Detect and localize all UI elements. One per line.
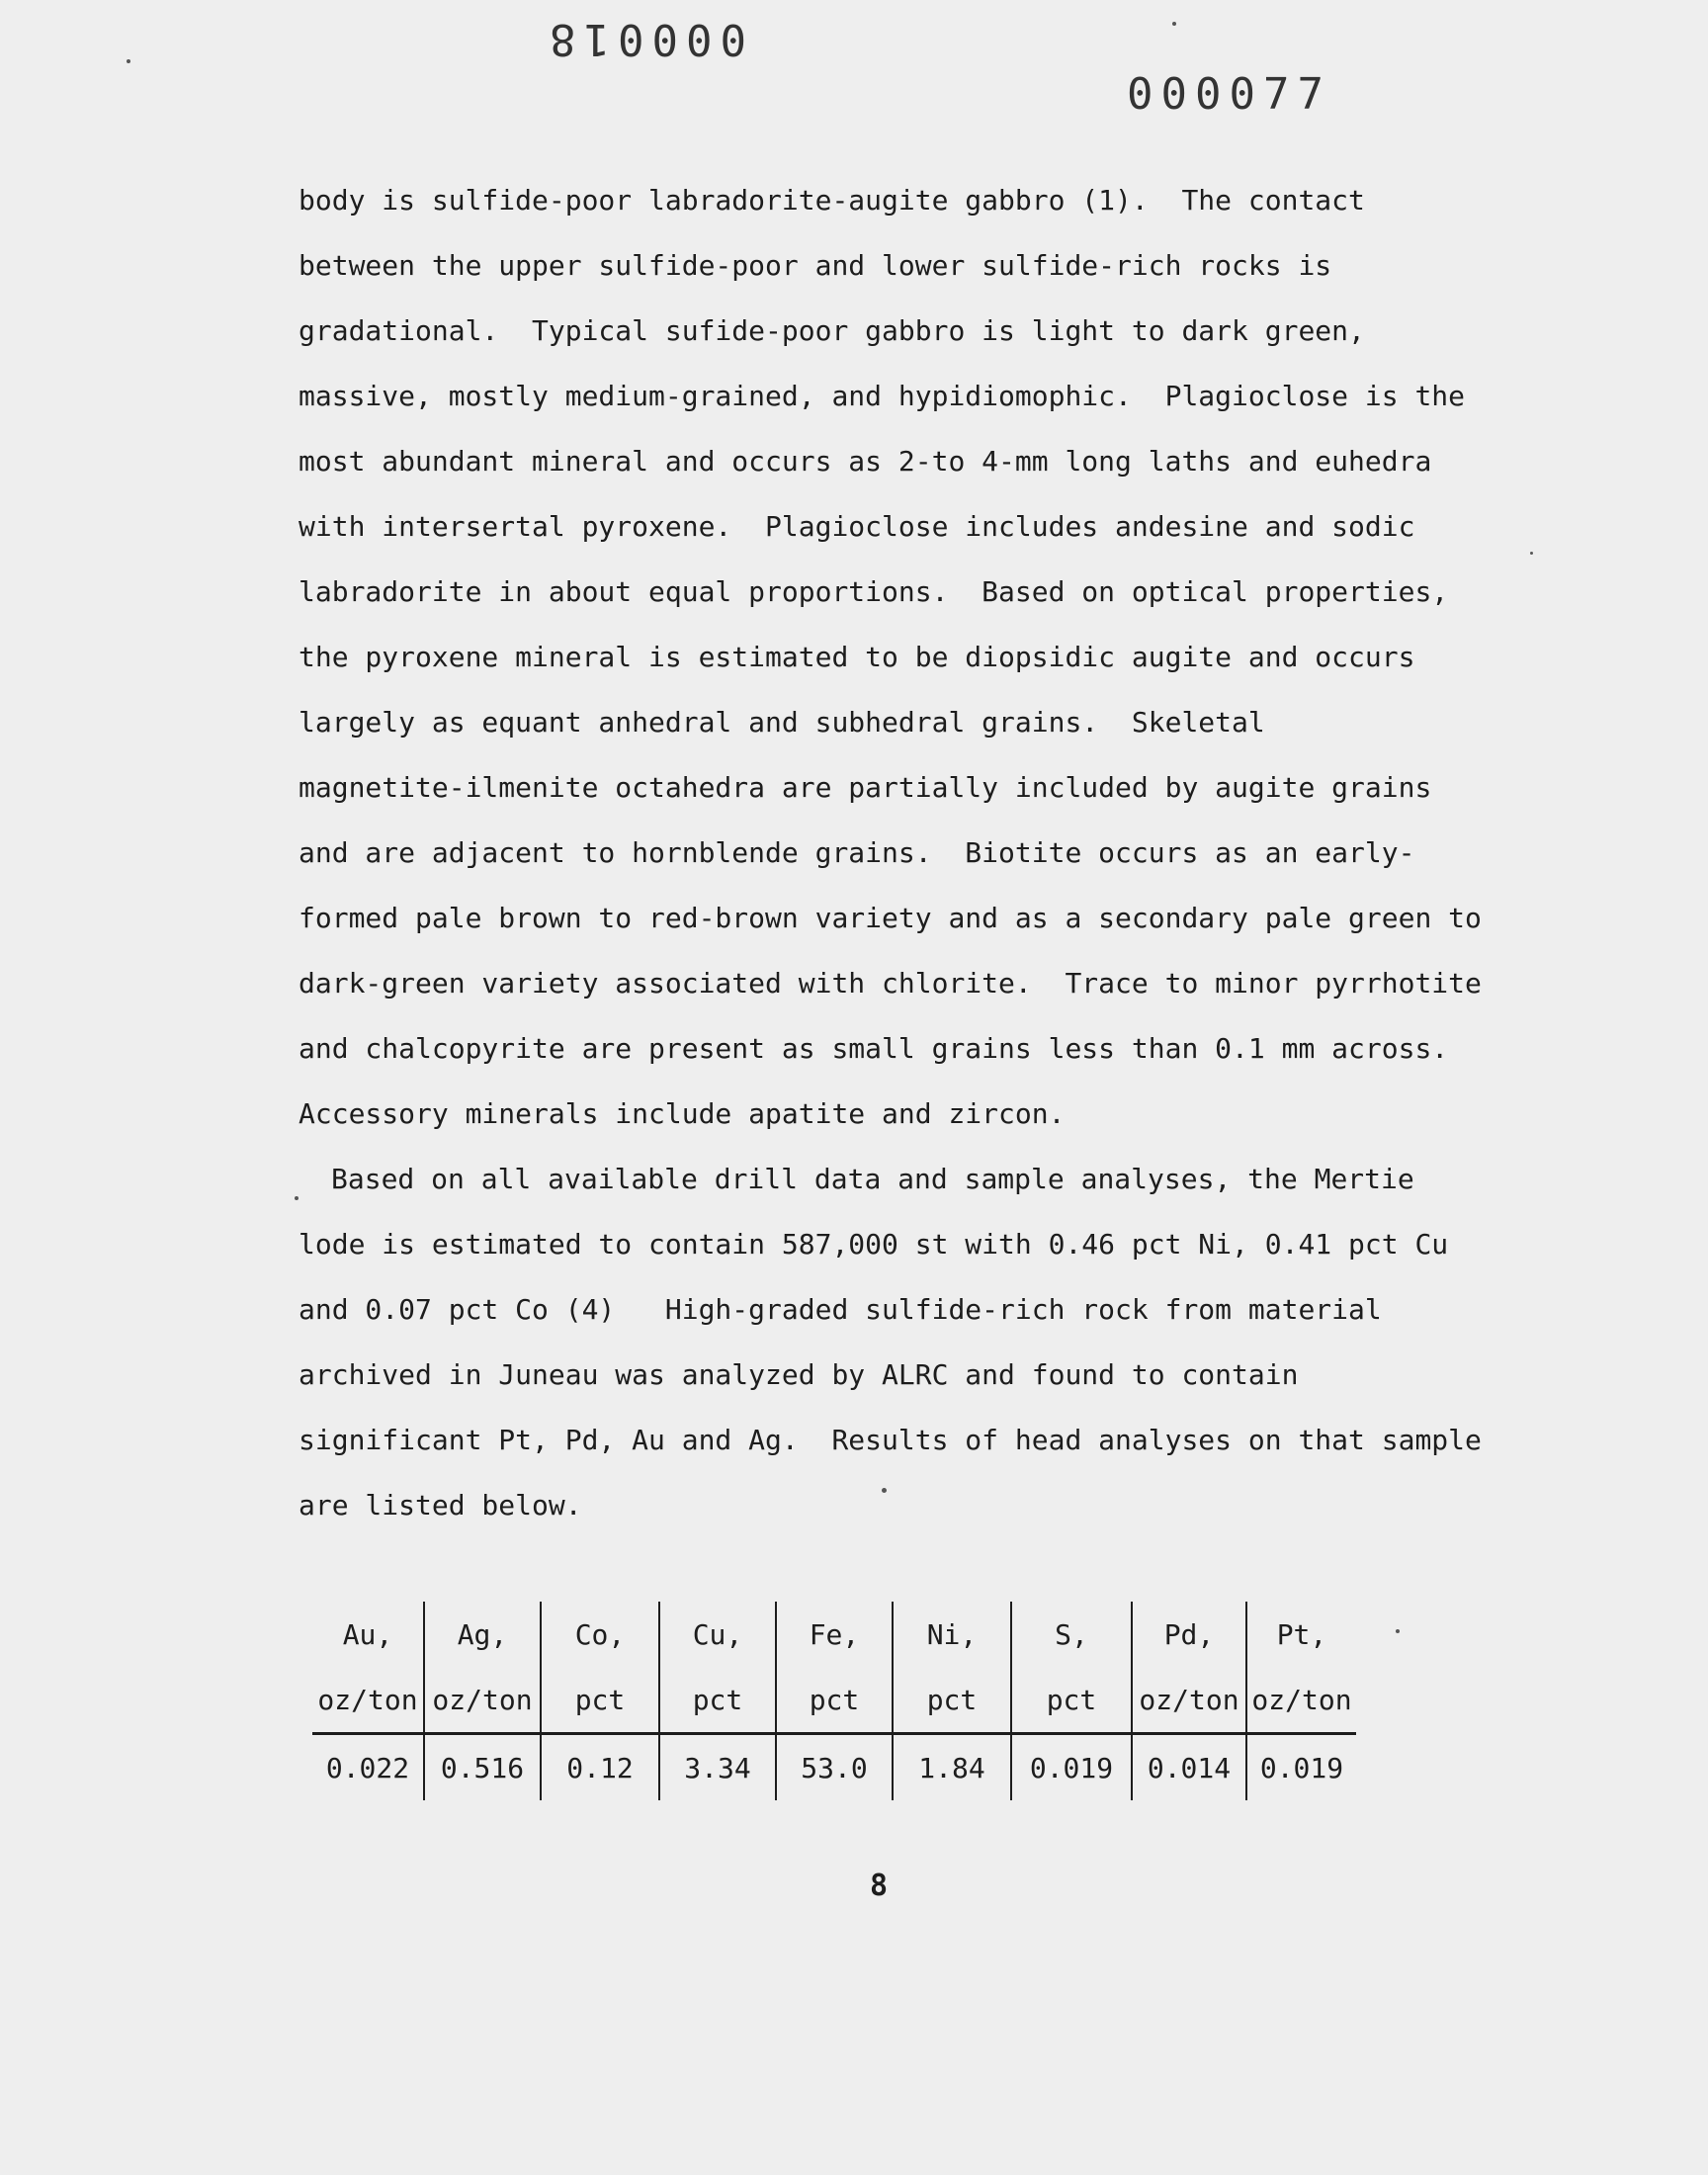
paragraph-2 bbox=[299, 1147, 1482, 1538]
value-cell: 0.019 bbox=[1259, 1751, 1344, 1784]
text-line: archived in Juneau was analyzed by ALRC and found to contain bbox=[299, 1358, 1299, 1391]
unit-header-cell: oz/ton bbox=[1132, 1667, 1246, 1734]
unit-header-cell: oz/ton bbox=[312, 1667, 424, 1734]
text-line: with intersertal pyroxene. Plagioclose includes andesine and sodic bbox=[299, 510, 1415, 543]
text-line: most abundant mineral and occurs as 2-to 4-mm long laths and euhedra bbox=[299, 445, 1432, 478]
value-cell: 0.516 bbox=[424, 1734, 541, 1801]
scan-speck bbox=[127, 59, 130, 63]
unit-header-cell: pct bbox=[776, 1667, 893, 1734]
element-header-cell: Au, bbox=[312, 1602, 424, 1667]
value-cell: 0.019 bbox=[1011, 1734, 1132, 1801]
element-header-cell: Cu, bbox=[659, 1602, 776, 1667]
value-cell: 0.014 bbox=[1132, 1734, 1246, 1801]
document-number-stamp: 000077 bbox=[1127, 69, 1331, 120]
paragraph-1 bbox=[299, 168, 1482, 1147]
text-line: the pyroxene mineral is estimated to be diopsidic augite and occurs bbox=[299, 641, 1415, 673]
scan-speck bbox=[295, 1196, 299, 1200]
text-line: lode is estimated to contain 587,000 st with 0.46 pct Ni, 0.41 pct Cu bbox=[299, 1228, 1449, 1261]
value-cell: 0.12 bbox=[541, 1734, 659, 1801]
table-row bbox=[312, 1602, 1356, 1667]
body-text bbox=[299, 168, 1482, 1538]
text-line: and 0.07 pct Co (4) High-graded sulfide-rich rock from material bbox=[299, 1293, 1382, 1326]
element-header-cell: S, bbox=[1011, 1602, 1132, 1667]
unit-header-cell: pct bbox=[1011, 1667, 1132, 1734]
element-header-cell: Ag, bbox=[424, 1602, 541, 1667]
text-line: body is sulfide-poor labradorite-augite gabbro (1). The contact bbox=[299, 184, 1365, 217]
element-header-cell: Pt, bbox=[1276, 1617, 1327, 1651]
value-cell: 1.84 bbox=[893, 1734, 1011, 1801]
element-header-cell: Fe, bbox=[776, 1602, 893, 1667]
text-line: magnetite-ilmenite octahedra are partially included by augite grains bbox=[299, 771, 1432, 804]
text-line: dark-green variety associated with chlorite. Trace to minor pyrrhotite bbox=[299, 967, 1482, 1000]
value-cell: 3.34 bbox=[659, 1734, 776, 1801]
unit-header-cell: pct bbox=[659, 1667, 776, 1734]
text-line: Accessory minerals include apatite and zircon. bbox=[299, 1097, 1066, 1130]
text-line: labradorite in about equal proportions. Based on optical properties, bbox=[299, 575, 1449, 608]
value-cell: 53.0 bbox=[776, 1734, 893, 1801]
scan-speck bbox=[882, 1488, 887, 1493]
text-line: Based on all available drill data and sample analyses, the Mertie bbox=[331, 1163, 1414, 1195]
text-line: significant Pt, Pd, Au and Ag. Results of head analyses on that sample bbox=[299, 1424, 1482, 1456]
table-row bbox=[312, 1734, 1356, 1801]
text-line: largely as equant anhedral and subhedral grains. Skeletal bbox=[299, 706, 1265, 739]
unit-header-cell: oz/ton bbox=[1246, 1667, 1356, 1734]
element-header-cell: Ni, bbox=[893, 1602, 1011, 1667]
head-analyses-table bbox=[312, 1602, 1356, 1800]
text-line: and are adjacent to hornblende grains. Biotite occurs as an early- bbox=[299, 836, 1415, 869]
text-line: between the upper sulfide-poor and lower sulfide-rich rocks is bbox=[299, 249, 1332, 282]
scan-speck bbox=[1172, 22, 1176, 26]
value-cell: 0.022 bbox=[312, 1734, 424, 1801]
text-line: and chalcopyrite are present as small grains less than 0.1 mm across. bbox=[299, 1032, 1449, 1065]
text-line: formed pale brown to red-brown variety and as a secondary pale green to bbox=[299, 902, 1482, 934]
text-line: gradational. Typical sufide-poor gabbro is light to dark green, bbox=[299, 314, 1365, 347]
scan-speck bbox=[1530, 552, 1533, 555]
unit-header-cell: oz/ton bbox=[424, 1667, 541, 1734]
element-header-cell: Pd, bbox=[1132, 1602, 1246, 1667]
text-line: are listed below. bbox=[299, 1489, 582, 1522]
element-header-cell: Co, bbox=[541, 1602, 659, 1667]
unit-header-cell: pct bbox=[541, 1667, 659, 1734]
unit-header-cell: pct bbox=[893, 1667, 1011, 1734]
scan-speck bbox=[1396, 1629, 1400, 1633]
table-row bbox=[312, 1667, 1356, 1734]
page-number: 8 bbox=[870, 1869, 889, 1903]
upside-down-stamp: 000018 bbox=[542, 14, 746, 64]
text-line: massive, mostly medium-grained, and hypidiomophic. Plagioclose is the bbox=[299, 380, 1466, 412]
